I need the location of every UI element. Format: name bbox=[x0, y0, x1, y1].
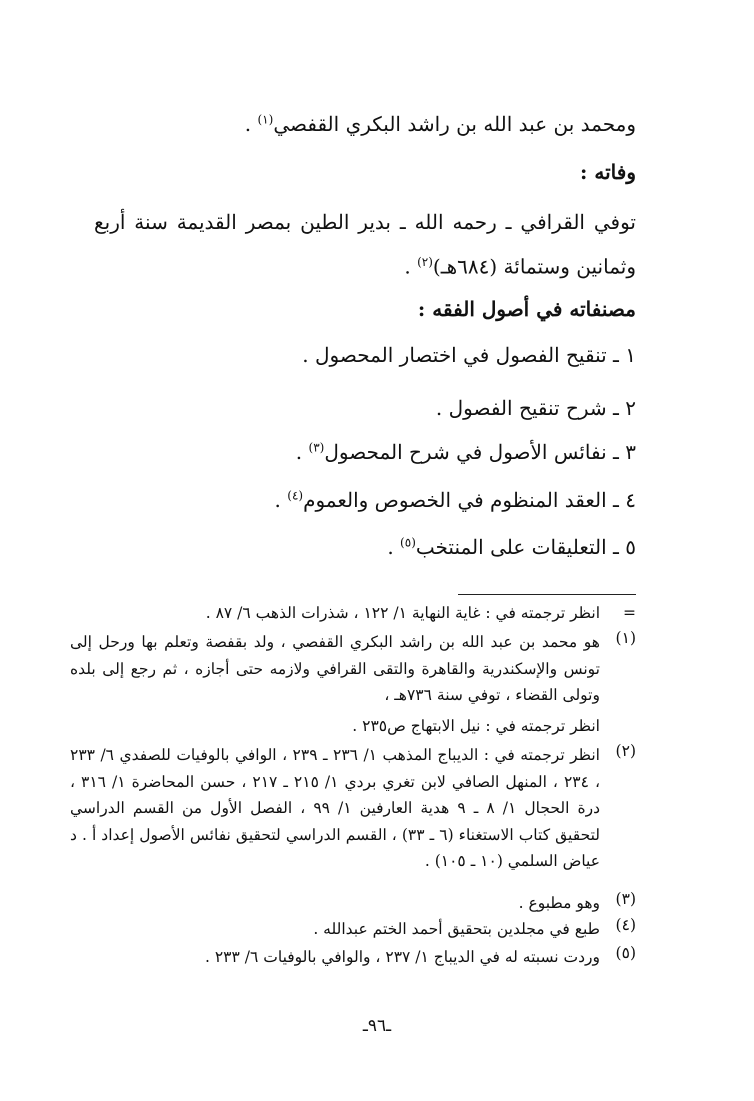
footnote-ref-5: (٥) bbox=[400, 535, 416, 550]
footnote-2-text: انظر ترجمته في : الديباج المذهب ١/ ٢٣٦ ـ ٢٣٩ ، الوافي بالوفيات للصفدي ٦/ ٢٣٣ ، ٢٣٤ ، المنهل الصافي لابن تغري بردي ١/ ٢١٥ ـ ٢١٧ ، حسن المحاضرة ١/ ٣١٦ ، درة الحجال ١/ ٨ ـ ٩ هدية العارفين ١/ ٩٩ ، الفصل الأول من القسم الدراسي لتحقيق كتاب الاستغناء (٦ ـ ٣٣) ، القسم الدراسي لتحقيق نفائس الأصول إعداد أ . د عياض السلمي (١٠ ـ ١٠٥) . bbox=[70, 746, 600, 870]
works-item-4: ٤ ـ العقد المنظوم في الخصوص والعموم$^{(٤)}$ . bbox=[274, 488, 636, 512]
death-heading: وفاته : bbox=[580, 160, 636, 184]
footnote-1-extra: انظر ترجمته في : نيل الابتهاج ص٢٣٥ . bbox=[352, 717, 600, 735]
footnote-2-number: (٢) bbox=[615, 742, 636, 760]
works-item-3-text: ٣ ـ نفائس الأصول في شرح المحصول bbox=[324, 440, 636, 464]
works-item-2-text: ٢ ـ شرح تنقيح الفصول . bbox=[435, 396, 636, 420]
footnote-ref-2: (٢) bbox=[417, 255, 433, 269]
footnote-1-text: هو محمد بن عبد الله بن راشد البكري القفصي ، ولد بقفصة وتعلم بها ورحل إلى تونس والإسكندرية والقاهرة والتقى القرافي ولازمه حتى أجازه ، ثم رجع إلى بلده وتولى القضاء ، توفي سنة ٧٣٦هـ ، bbox=[70, 633, 600, 704]
footnote-1-number: (١) bbox=[615, 629, 636, 647]
footnote-5-number: (٥) bbox=[615, 944, 636, 962]
footnote-divider bbox=[458, 594, 636, 595]
footnote-3-text: وهو مطبوع . bbox=[518, 894, 600, 912]
works-item-5-text: ٥ ـ التعليقات على المنتخب bbox=[415, 535, 636, 559]
works-item-1 bbox=[302, 343, 636, 367]
death-paragraph bbox=[94, 202, 636, 287]
works-item-3: ٣ ـ نفائس الأصول في شرح المحصول$^{(٣)}$ . bbox=[295, 440, 636, 464]
death-end: . bbox=[404, 254, 418, 279]
footnote-ref-3: (٣) bbox=[308, 440, 325, 455]
works-item-5: ٥ ـ التعليقات على المنتخب$^{(٥)}$ . bbox=[387, 535, 636, 559]
body-line-1-text: ومحمد بن عبد الله بن راشد البكري القفصي bbox=[273, 112, 636, 136]
page-number: ـ٩٦ـ bbox=[362, 1016, 392, 1036]
footnote-4-number: (٤) bbox=[615, 916, 636, 934]
footnote-4-text: طبع في مجلدين بتحقيق أحمد الختم عبدالله . bbox=[313, 920, 600, 938]
works-item-1-text: ١ ـ تنقيح الفصول في اختصار المحصول . bbox=[302, 343, 636, 367]
works-item-2 bbox=[436, 396, 636, 420]
footnote-3-number: (٣) bbox=[615, 890, 636, 908]
continuation-text: انظر ترجمته في : غاية النهاية ١/ ١٢٢ ، شذرات الذهب ٦/ ٨٧ . bbox=[205, 604, 600, 622]
body-line-1-end: . bbox=[244, 112, 258, 136]
footnote-ref-4: (٤) bbox=[287, 488, 304, 503]
works-heading: مصنفاته في أصول الفقه : bbox=[417, 297, 636, 321]
continuation-mark: = bbox=[623, 604, 636, 622]
body-line-1 bbox=[245, 112, 636, 136]
death-text: توفي القرافي ـ رحمه الله ـ بدير الطين بمصر القديمة سنة أربع وثمانين وستمائة (٦٨٤هـ) bbox=[94, 210, 637, 279]
works-item-4-text: ٤ ـ العقد المنظوم في الخصوص والعموم bbox=[303, 488, 636, 512]
footnote-ref-1: (١) bbox=[257, 112, 274, 127]
footnote-5-text: وردت نسبته له في الديباج ١/ ٢٣٧ ، والوافي بالوفيات ٦/ ٢٣٣ . bbox=[205, 948, 600, 966]
